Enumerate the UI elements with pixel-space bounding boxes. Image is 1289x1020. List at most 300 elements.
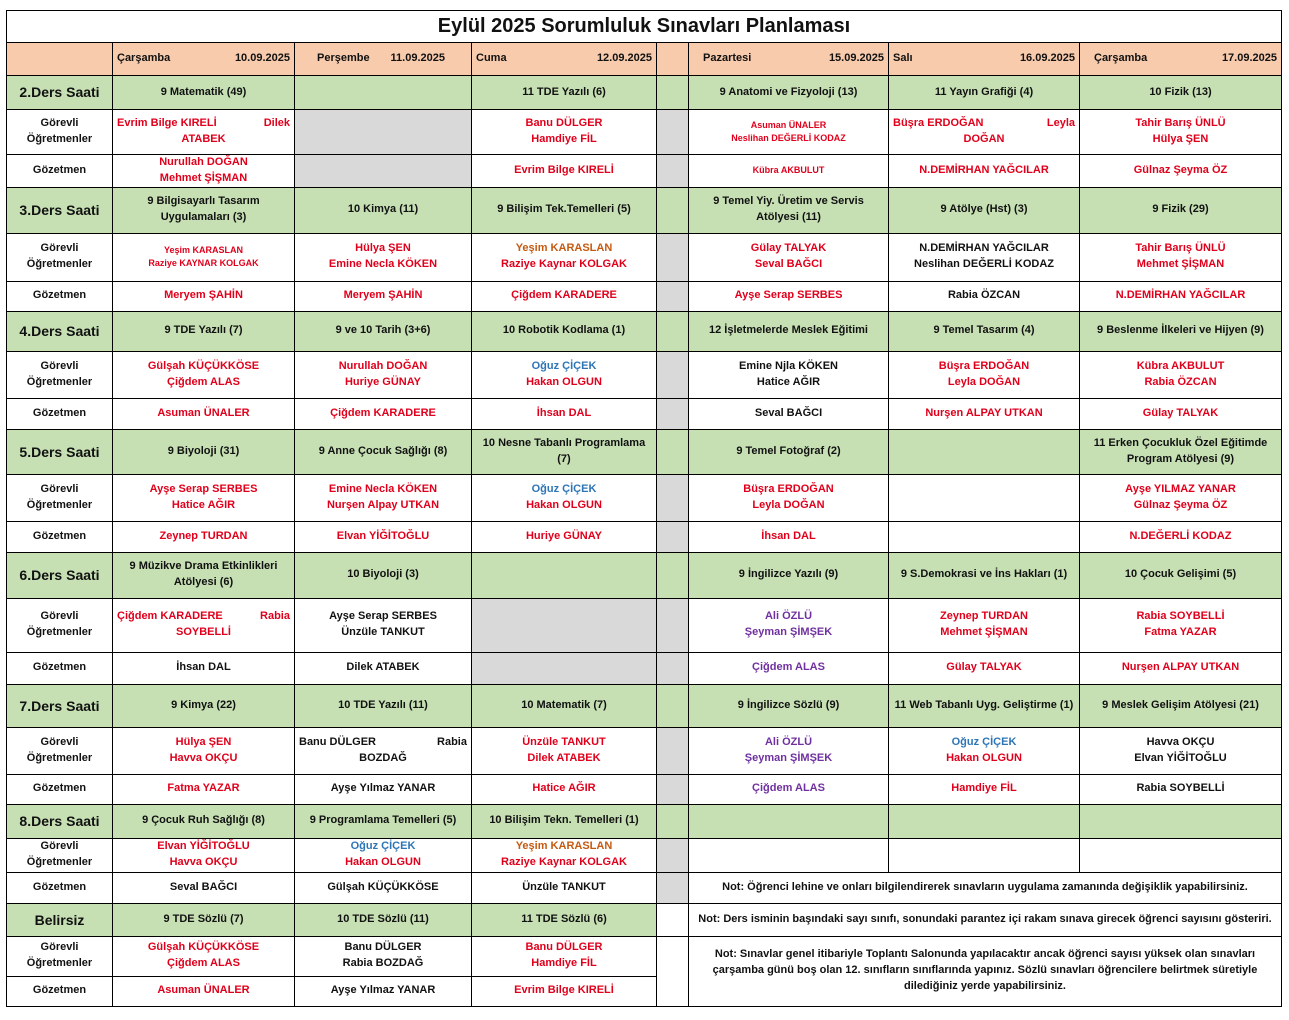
proctor-cell	[1080, 398, 1282, 429]
gap-cell	[657, 552, 689, 598]
lesson-row	[7, 684, 1282, 727]
proctor-cell	[295, 398, 472, 429]
teacher-name: Zeynep TURDAN	[159, 529, 248, 542]
lesson-row	[7, 804, 1282, 838]
lesson-cell: 9 TDE Yazılı (7)	[113, 311, 295, 351]
gozetmen-label: Gözetmen	[7, 281, 113, 311]
teacher-name: Ayşe Serap SERBES	[329, 610, 437, 623]
teacher-name: Leyla DOĞAN	[752, 498, 825, 511]
proctor-cell	[113, 398, 295, 429]
teachers-cell	[889, 351, 1080, 398]
gap-header	[657, 43, 689, 76]
teachers-cell	[472, 233, 657, 281]
gap-cell	[657, 872, 689, 903]
teacher-name: Mehmet ŞİŞMAN	[159, 171, 248, 184]
teacher-name: Evrim Bilge KIRELİ	[117, 117, 217, 130]
teachers-cell	[113, 110, 295, 155]
teacher-name: Fatma YAZAR	[1144, 626, 1217, 639]
teachers-row	[7, 233, 1282, 281]
teacher-name: Leyla	[1046, 117, 1075, 130]
day-name: Çarşamba	[117, 52, 171, 65]
teacher-name: Hakan OLGUN	[946, 751, 1022, 764]
label-line: Öğretmenler	[26, 751, 93, 764]
teacher-name: Rabia SOYBELLİ	[1136, 610, 1225, 623]
teacher-name: SOYBELLİ	[175, 626, 231, 639]
teachers-cell	[1080, 474, 1282, 521]
teacher-name: Çiğdem ALAS	[752, 782, 825, 795]
teacher-name: Gülşah KÜÇÜKKÖSE	[147, 941, 260, 954]
proctor-cell	[1080, 652, 1282, 684]
teacher-name: Asuman ÜNALER	[157, 984, 250, 997]
lesson-cell: 10 Çocuk Gelişimi (5)	[1080, 552, 1282, 598]
day-header-row	[7, 43, 1282, 76]
teacher-name: Hakan OLGUN	[345, 856, 421, 869]
label-line: Öğretmenler	[26, 626, 93, 639]
teachers-cell	[295, 233, 472, 281]
gorevli-label	[7, 936, 113, 976]
gap-cell	[657, 774, 689, 804]
proctor-cell	[689, 521, 889, 552]
teacher-name: Emine Necla KÖKEN	[328, 482, 438, 495]
teacher-name: Gülay TALYAK	[946, 661, 1022, 674]
teacher-name: Dilek	[263, 117, 290, 130]
teachers-cell	[689, 351, 889, 398]
gozetmen-label: Gözetmen	[7, 155, 113, 188]
gozetmen-label: Gözetmen	[7, 398, 113, 429]
teacher-name: Havva OKÇU	[169, 856, 238, 869]
teacher-name: Raziye KAYNAR KOLGAK	[148, 258, 259, 269]
teachers-cell	[295, 110, 472, 155]
label-line: Öğretmenler	[26, 375, 93, 388]
gap-cell	[657, 804, 689, 838]
teachers-cell	[689, 474, 889, 521]
teacher-name: Raziye Kaynar KOLGAK	[501, 258, 627, 271]
lesson-cell: 9 TDE Sözlü (7)	[113, 903, 295, 936]
teachers-cell	[472, 727, 657, 774]
teacher-name: Ali ÖZLÜ	[764, 610, 813, 623]
teacher-name: Zeynep TURDAN	[939, 610, 1028, 623]
gap-cell	[657, 903, 689, 936]
teacher-name: Seval BAĞCI	[754, 406, 823, 419]
teachers-cell	[113, 351, 295, 398]
teacher-name: Gülay TALYAK	[750, 242, 827, 255]
gap-cell	[657, 684, 689, 727]
teacher-name: Ayşe Yılmaz YANAR	[330, 782, 436, 795]
proctor-cell	[689, 281, 889, 311]
teacher-name: Yeşim KARASLAN	[163, 245, 244, 256]
teachers-cell	[113, 727, 295, 774]
teacher-name: Rabia	[437, 735, 467, 748]
gap-cell	[657, 936, 689, 1006]
teacher-name: Tahir Barış ÜNLÜ	[1135, 242, 1226, 255]
lesson-row	[7, 552, 1282, 598]
teachers-cell	[689, 727, 889, 774]
teacher-name: Rabia SOYBELLİ	[1136, 782, 1225, 795]
gap-cell	[657, 838, 689, 872]
day-name: Cuma	[476, 52, 507, 65]
teachers-cell	[113, 838, 295, 872]
lesson-cell: 9 Temel Fotoğraf (2)	[689, 429, 889, 474]
teacher-name: Oğuz ÇİÇEK	[951, 735, 1017, 748]
teacher-name: Kübra AKBULUT	[1136, 359, 1225, 372]
teacher-name: Evrim Bilge KIRELİ	[514, 163, 614, 176]
gorevli-label	[7, 838, 113, 872]
lesson-cell: 9 Bilişim Tek.Temelleri (5)	[472, 187, 657, 233]
teacher-name: Meryem ŞAHİN	[164, 289, 243, 302]
period-label: Belirsiz	[7, 903, 113, 936]
proctor-row	[7, 774, 1282, 804]
teacher-name: Şeyman ŞİMŞEK	[744, 626, 833, 639]
gorevli-label	[7, 110, 113, 155]
gorevli-label	[7, 351, 113, 398]
teacher-name: Oğuz ÇİÇEK	[531, 359, 597, 372]
lesson-row	[7, 429, 1282, 474]
lesson-cell: 10 Matematik (7)	[472, 684, 657, 727]
gozetmen-label: Gözetmen	[7, 652, 113, 684]
teacher-name: Hamdiye FİL	[531, 133, 597, 145]
gorevli-label	[7, 598, 113, 652]
teacher-name: Rabia	[260, 610, 290, 623]
teacher-name: Dilek ATABEK	[527, 751, 601, 764]
teacher-name: Hatice AĞIR	[171, 498, 236, 511]
day-name: Çarşamba	[1094, 52, 1148, 65]
lesson-cell: 11 Yayın Grafiği (4)	[889, 76, 1080, 110]
teacher-name: Çiğdem KARADERE	[330, 406, 436, 419]
teacher-name: Nurullah DOĞAN	[338, 359, 428, 372]
teacher-name: Leyla DOĞAN	[947, 375, 1021, 388]
teacher-name: ATABEK	[181, 133, 226, 145]
teachers-cell	[1080, 233, 1282, 281]
gap-cell	[657, 187, 689, 233]
gap-cell	[657, 110, 689, 155]
gap-cell	[657, 233, 689, 281]
teachers-cell	[113, 598, 295, 652]
teachers-cell	[113, 233, 295, 281]
period-label: 5.Ders Saati	[7, 429, 113, 474]
teacher-name: Çiğdem KARADERE	[511, 289, 617, 302]
lesson-cell	[295, 76, 472, 110]
teacher-name: Rabia BOZDAĞ	[342, 957, 424, 970]
label-line: Görevli	[40, 840, 79, 853]
teacher-name: Yeşim KARASLAN	[515, 840, 613, 853]
teachers-cell	[472, 598, 657, 652]
day-name: Perşembe	[317, 52, 370, 65]
proctor-cell	[1080, 155, 1282, 188]
teacher-name: Tahir Barış ÜNLÜ	[1135, 117, 1226, 130]
teacher-name: Kübra AKBULUT	[752, 165, 825, 176]
teachers-cell	[113, 936, 295, 976]
day-date: 16.09.2025	[1019, 52, 1075, 65]
proctor-row	[7, 652, 1282, 684]
note-2: Not: Ders isminin başındaki sayı sınıfı, sonundaki parantez içi rakam sınava girecek öğrenci sayısını gösteriri.	[689, 903, 1282, 936]
teachers-row	[7, 351, 1282, 398]
label-line: Görevli	[40, 117, 79, 130]
proctor-cell	[113, 155, 295, 188]
label-line: Öğretmenler	[26, 856, 93, 869]
lesson-row	[7, 903, 1282, 936]
teachers-cell	[295, 474, 472, 521]
proctor-cell	[295, 872, 472, 903]
teacher-name: İhsan DAL	[176, 661, 231, 674]
teachers-cell	[689, 110, 889, 155]
proctor-cell	[689, 398, 889, 429]
proctor-cell	[113, 976, 295, 1006]
empty-cell	[689, 804, 889, 838]
teacher-name: Gülnaz Şeyma ÖZ	[1133, 498, 1228, 511]
lesson-cell: 11 Erken Çocukluk Özel Eğitimde Program Atölyesi (9)	[1080, 429, 1282, 474]
page-title: Eylül 2025 Sorumluluk Sınavları Planlaması	[7, 11, 1282, 43]
teacher-name: Elvan YİĞİTOĞLU	[1134, 751, 1227, 764]
corner-cell	[7, 43, 113, 76]
teachers-cell	[689, 598, 889, 652]
lesson-cell: 12 İşletmelerde Meslek Eğitimi	[689, 311, 889, 351]
proctor-cell	[889, 652, 1080, 684]
period-label: 6.Ders Saati	[7, 552, 113, 598]
teachers-row	[7, 936, 1282, 976]
teachers-cell	[1080, 110, 1282, 155]
proctor-cell	[295, 521, 472, 552]
proctor-cell	[295, 976, 472, 1006]
lesson-cell	[889, 429, 1080, 474]
teacher-name: Elvan YİĞİTOĞLU	[336, 529, 430, 542]
gozetmen-label: Gözetmen	[7, 774, 113, 804]
empty-cell	[889, 804, 1080, 838]
teachers-cell	[472, 936, 657, 976]
lesson-cell: 9 Anne Çocuk Sağlığı (8)	[295, 429, 472, 474]
teacher-name: Evrim Bilge KIRELİ	[514, 984, 614, 997]
teacher-line	[893, 116, 1075, 132]
lesson-cell: 10 Bilişim Tekn. Temelleri (1)	[472, 804, 657, 838]
teacher-name: N.DEMİRHAN YAĞCILAR	[1115, 289, 1246, 302]
teachers-cell	[295, 598, 472, 652]
gap-cell	[657, 76, 689, 110]
gorevli-label	[7, 727, 113, 774]
lesson-cell: 11 TDE Yazılı (6)	[472, 76, 657, 110]
lesson-cell	[472, 552, 657, 598]
gap-cell	[657, 521, 689, 552]
gap-cell	[657, 155, 689, 188]
proctor-cell	[889, 398, 1080, 429]
teacher-name: Ünzüle TANKUT	[522, 735, 606, 748]
teacher-name: BOZDAĞ	[359, 751, 407, 764]
teacher-name: Havva OKÇU	[169, 751, 238, 764]
proctor-row	[7, 521, 1282, 552]
proctor-cell	[295, 774, 472, 804]
proctor-cell	[889, 521, 1080, 552]
lesson-cell: 10 TDE Yazılı (11)	[295, 684, 472, 727]
proctor-cell	[1080, 281, 1282, 311]
label-line: Öğretmenler	[26, 133, 93, 145]
gap-cell	[657, 429, 689, 474]
lesson-cell: 9 Programlama Temelleri (5)	[295, 804, 472, 838]
proctor-cell	[295, 155, 472, 188]
teacher-name: Hakan OLGUN	[526, 375, 602, 388]
teacher-name: Nurşen Alpay UTKAN	[326, 498, 440, 511]
teacher-name: Çiğdem ALAS	[167, 375, 240, 388]
lesson-row	[7, 311, 1282, 351]
gozetmen-label: Gözetmen	[7, 976, 113, 1006]
teachers-cell	[295, 838, 472, 872]
gap-cell	[657, 281, 689, 311]
lesson-cell: 9 Kimya (22)	[113, 684, 295, 727]
teacher-name: Nurşen ALPAY UTKAN	[925, 406, 1043, 419]
teacher-name: Çiğdem ALAS	[752, 661, 825, 674]
period-label: 3.Ders Saati	[7, 187, 113, 233]
teacher-name: Neslihan DEĞERLİ KODAZ	[731, 133, 846, 143]
teacher-name: Banu DÜLGER	[525, 941, 603, 954]
teacher-name: Hakan OLGUN	[526, 498, 602, 511]
teacher-name: Büşra ERDOĞAN	[893, 117, 984, 130]
teachers-row	[7, 110, 1282, 155]
gap-cell	[657, 398, 689, 429]
lesson-cell: 10 Robotik Kodlama (1)	[472, 311, 657, 351]
teachers-cell	[1080, 598, 1282, 652]
lesson-cell: 9 İngilizce Sözlü (9)	[689, 684, 889, 727]
gap-cell	[657, 474, 689, 521]
teachers-row	[7, 838, 1282, 872]
proctor-cell	[113, 872, 295, 903]
empty-cell	[889, 838, 1080, 872]
teacher-name: Çiğdem ALAS	[167, 957, 240, 970]
teacher-name: Ayşe YILMAZ YANAR	[1125, 482, 1236, 495]
proctor-row	[7, 398, 1282, 429]
teacher-name: Dilek ATABEK	[346, 661, 420, 674]
proctor-cell	[689, 774, 889, 804]
day-date: 10.09.2025	[234, 52, 290, 65]
teacher-name: Seval BAĞCI	[754, 258, 823, 271]
teacher-name: Ünzüle TANKUT	[522, 880, 606, 893]
teacher-name: Mehmet ŞİŞMAN	[940, 626, 1028, 639]
teachers-cell	[1080, 727, 1282, 774]
lesson-cell: 9 Meslek Gelişim Atölyesi (21)	[1080, 684, 1282, 727]
teachers-cell	[113, 474, 295, 521]
teacher-name: Elvan YİĞİTOĞLU	[157, 840, 250, 853]
day-header	[113, 43, 295, 76]
teacher-name: Nurullah DOĞAN	[159, 156, 248, 168]
proctor-cell	[472, 774, 657, 804]
teacher-name: Asuman ÜNALER	[157, 406, 250, 419]
period-label: 4.Ders Saati	[7, 311, 113, 351]
lesson-cell: 10 Nesne Tabanlı Programlama (7)	[472, 429, 657, 474]
teacher-name: Mehmet ŞİŞMAN	[1136, 258, 1225, 271]
teacher-name: Hülya ŞEN	[1152, 133, 1209, 145]
teacher-name: Fatma YAZAR	[167, 782, 240, 795]
teacher-name: DOĞAN	[963, 133, 1005, 145]
teacher-name: Hülya ŞEN	[175, 735, 232, 748]
day-header	[689, 43, 889, 76]
lesson-cell: 10 Kimya (11)	[295, 187, 472, 233]
gap-cell	[657, 727, 689, 774]
teacher-name: Hülya ŞEN	[355, 242, 411, 255]
empty-cell	[689, 838, 889, 872]
teacher-name: Rabia ÖZCAN	[947, 289, 1021, 302]
day-header	[889, 43, 1080, 76]
day-date: 12.09.2025	[596, 52, 652, 65]
teacher-name: Ayşe Yılmaz YANAR	[330, 984, 436, 997]
teacher-name: Raziye Kaynar KOLGAK	[501, 856, 627, 869]
proctor-cell	[472, 281, 657, 311]
lesson-cell: 9 S.Demokrasi ve İns Hakları (1)	[889, 552, 1080, 598]
teacher-name: Oğuz ÇİÇEK	[531, 482, 597, 495]
lesson-cell: 10 TDE Sözlü (11)	[295, 903, 472, 936]
lesson-cell: 10 Biyoloji (3)	[295, 552, 472, 598]
teacher-name: Gülşah KÜÇÜKKÖSE	[327, 880, 439, 893]
teacher-name: Gülay TALYAK	[1142, 406, 1219, 419]
gozetmen-label: Gözetmen	[7, 521, 113, 552]
lesson-cell: 9 Beslenme İlkeleri ve Hijyen (9)	[1080, 311, 1282, 351]
label-line: Öğretmenler	[26, 957, 93, 970]
proctor-row	[7, 872, 1282, 903]
teachers-cell	[472, 474, 657, 521]
teachers-cell	[295, 727, 472, 774]
lesson-cell: 9 ve 10 Tarih (3+6)	[295, 311, 472, 351]
teacher-name: Banu DÜLGER	[525, 117, 603, 130]
teachers-cell	[472, 838, 657, 872]
schedule-table	[6, 10, 1282, 1007]
proctor-cell	[295, 281, 472, 311]
day-name: Salı	[893, 52, 913, 65]
teachers-cell	[295, 351, 472, 398]
proctor-cell	[889, 281, 1080, 311]
gap-cell	[657, 652, 689, 684]
lesson-cell: 11 TDE Sözlü (6)	[472, 903, 657, 936]
teacher-name: Seval BAĞCI	[169, 880, 238, 893]
period-label: 7.Ders Saati	[7, 684, 113, 727]
day-header	[472, 43, 657, 76]
teacher-name: Hamdiye FİL	[531, 957, 597, 970]
gap-cell	[657, 351, 689, 398]
day-header	[295, 43, 472, 76]
teacher-line	[117, 116, 290, 132]
lesson-cell: 9 İngilizce Yazılı (9)	[689, 552, 889, 598]
teachers-row	[7, 727, 1282, 774]
day-date: 17.09.2025	[1221, 52, 1277, 65]
label-line: Görevli	[40, 482, 79, 495]
lesson-cell: 9 Atölye (Hst) (3)	[889, 187, 1080, 233]
teachers-cell	[1080, 351, 1282, 398]
label-line: Görevli	[40, 610, 79, 623]
proctor-cell	[689, 652, 889, 684]
lesson-cell: 9 Matematik (49)	[113, 76, 295, 110]
proctor-cell	[113, 521, 295, 552]
gozetmen-label: Gözetmen	[7, 872, 113, 903]
schedule-sheet	[6, 10, 1282, 1007]
teacher-name: Neslihan DEĞERLİ KODAZ	[914, 258, 1054, 271]
teacher-name: N.DEMİRHAN YAĞCILAR	[919, 163, 1049, 176]
lesson-cell: 9 Biyoloji (31)	[113, 429, 295, 474]
teachers-cell	[889, 233, 1080, 281]
proctor-cell	[113, 652, 295, 684]
teacher-name: Emine Necla KÖKEN	[328, 258, 438, 271]
teacher-name: Ayşe Serap SERBES	[149, 482, 258, 495]
teacher-name: Gülşah KÜÇÜKKÖSE	[147, 359, 260, 372]
teacher-name: N.DEĞERLİ KODAZ	[1129, 529, 1232, 542]
teacher-name: Rabia ÖZCAN	[1144, 375, 1217, 388]
teachers-row	[7, 598, 1282, 652]
teachers-cell	[472, 110, 657, 155]
empty-cell	[1080, 838, 1282, 872]
teacher-name: Büşra ERDOĞAN	[743, 482, 834, 495]
proctor-cell	[472, 155, 657, 188]
lesson-cell: 9 Müzikve Drama Etkinlikleri Atölyesi (6)	[113, 552, 295, 598]
lesson-cell: 9 Fizik (29)	[1080, 187, 1282, 233]
proctor-cell	[113, 281, 295, 311]
teachers-cell	[889, 474, 1080, 521]
label-line: Görevli	[40, 735, 79, 748]
teacher-name: Ünzüle TANKUT	[341, 626, 425, 639]
teachers-cell	[889, 110, 1080, 155]
lesson-cell: 9 Temel Tasarım (4)	[889, 311, 1080, 351]
